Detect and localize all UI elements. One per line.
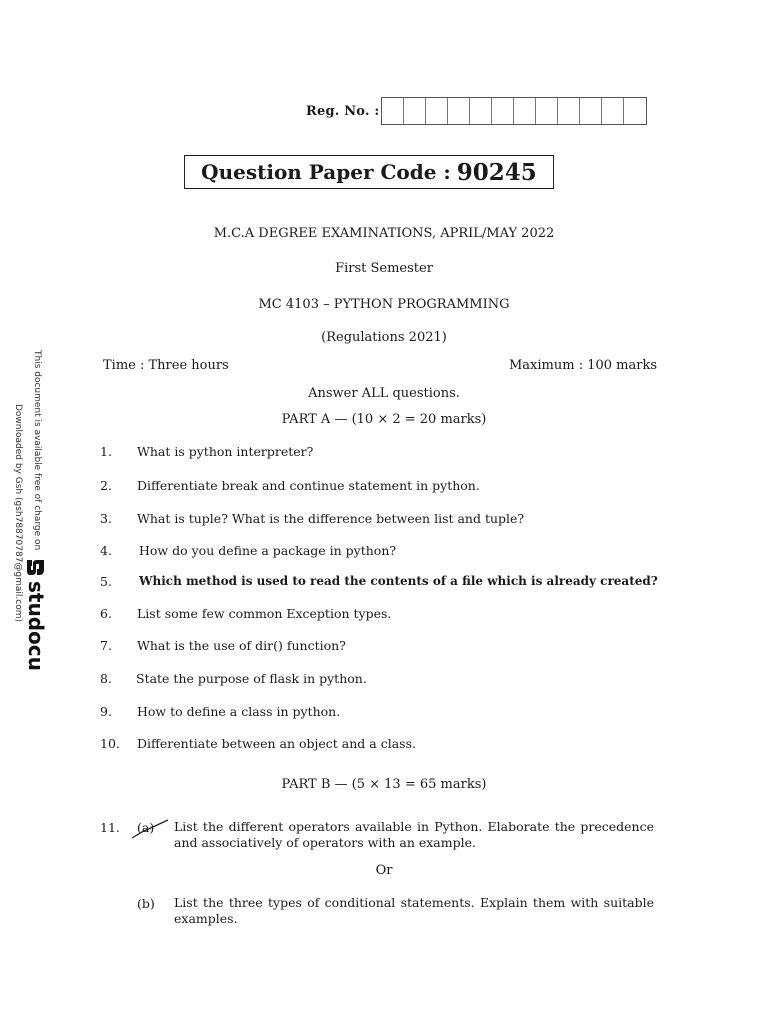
- regulations: (Regulations 2021): [321, 330, 447, 345]
- or-separator: Or: [375, 863, 393, 878]
- question-text: List some few common Exception types.: [137, 606, 392, 621]
- reg-no-digit-box[interactable]: [580, 98, 602, 124]
- sub-question-label: (a): [137, 820, 155, 835]
- reg-no-label: Reg. No. :: [306, 104, 380, 119]
- code-label: Question Paper Code :: [201, 160, 451, 184]
- question-text: How do you define a package in python?: [139, 543, 397, 558]
- time-duration: Time : Three hours: [103, 358, 229, 373]
- semester: First Semester: [335, 261, 433, 276]
- studocu-mark-icon: [25, 556, 47, 578]
- question-text: What is tuple? What is the difference between list and tuple?: [137, 511, 525, 526]
- question-text: What is python interpreter?: [137, 444, 314, 459]
- question-text: What is the use of dir() function?: [137, 638, 346, 653]
- question-number: 8.: [100, 671, 112, 686]
- reg-no-boxes[interactable]: [381, 97, 647, 125]
- question-number: 2.: [100, 478, 112, 493]
- reg-no-digit-box[interactable]: [514, 98, 536, 124]
- watermark-line-1: This document is available free of charge on: [32, 350, 42, 551]
- question-number: 7.: [100, 638, 112, 653]
- question-text: Which method is used to read the contents of a file which is already created?: [139, 574, 658, 588]
- reg-no-digit-box[interactable]: [382, 98, 404, 124]
- question-text: State the purpose of flask in python.: [136, 671, 367, 686]
- reg-no-digit-box[interactable]: [536, 98, 558, 124]
- pen-tick-mark: [130, 818, 172, 844]
- question-text: How to define a class in python.: [137, 704, 341, 719]
- question-number: 1.: [100, 444, 112, 459]
- instruction: Answer ALL questions.: [308, 386, 460, 401]
- studocu-brand-text: studocu: [24, 581, 48, 671]
- question-number: 3.: [100, 511, 112, 526]
- question-number: 11.: [100, 820, 120, 835]
- question-number: 4.: [100, 543, 112, 558]
- reg-no-digit-box[interactable]: [448, 98, 470, 124]
- question-number: 6.: [100, 606, 112, 621]
- part-b-heading: PART B — (5 × 13 = 65 marks): [281, 777, 487, 792]
- sub-question-label: (b): [137, 896, 155, 911]
- question-paper-code-box: [184, 155, 554, 189]
- watermark-line-2: Downloaded by Gsh (gsh78870787@gmail.com): [13, 404, 23, 622]
- reg-no-digit-box[interactable]: [426, 98, 448, 124]
- reg-no-digit-box[interactable]: [624, 98, 646, 124]
- code-number: 90245: [456, 158, 537, 186]
- reg-no-digit-box[interactable]: [602, 98, 624, 124]
- sub-question-text: List the different operators available in Python. Elaborate the precedence and associatively of operators with an example.: [174, 819, 654, 850]
- exam-title: M.C.A DEGREE EXAMINATIONS, APRIL/MAY 2022: [213, 226, 555, 241]
- reg-no-digit-box[interactable]: [470, 98, 492, 124]
- reg-no-digit-box[interactable]: [404, 98, 426, 124]
- sub-question-text: List the three types of conditional statements. Explain them with suitable examples.: [174, 895, 654, 926]
- course-title: MC 4103 – PYTHON PROGRAMMING: [258, 297, 510, 312]
- question-number: 10.: [100, 736, 120, 751]
- question-number: 9.: [100, 704, 112, 719]
- studocu-logo[interactable]: [24, 556, 48, 671]
- question-number: 5.: [100, 574, 112, 589]
- reg-no-digit-box[interactable]: [492, 98, 514, 124]
- part-a-heading: PART A — (10 × 2 = 20 marks): [281, 412, 487, 427]
- max-marks: Maximum : 100 marks: [509, 358, 658, 373]
- question-text: Differentiate break and continue statement in python.: [137, 478, 480, 493]
- question-text: Differentiate between an object and a class.: [137, 736, 416, 751]
- reg-no-digit-box[interactable]: [558, 98, 580, 124]
